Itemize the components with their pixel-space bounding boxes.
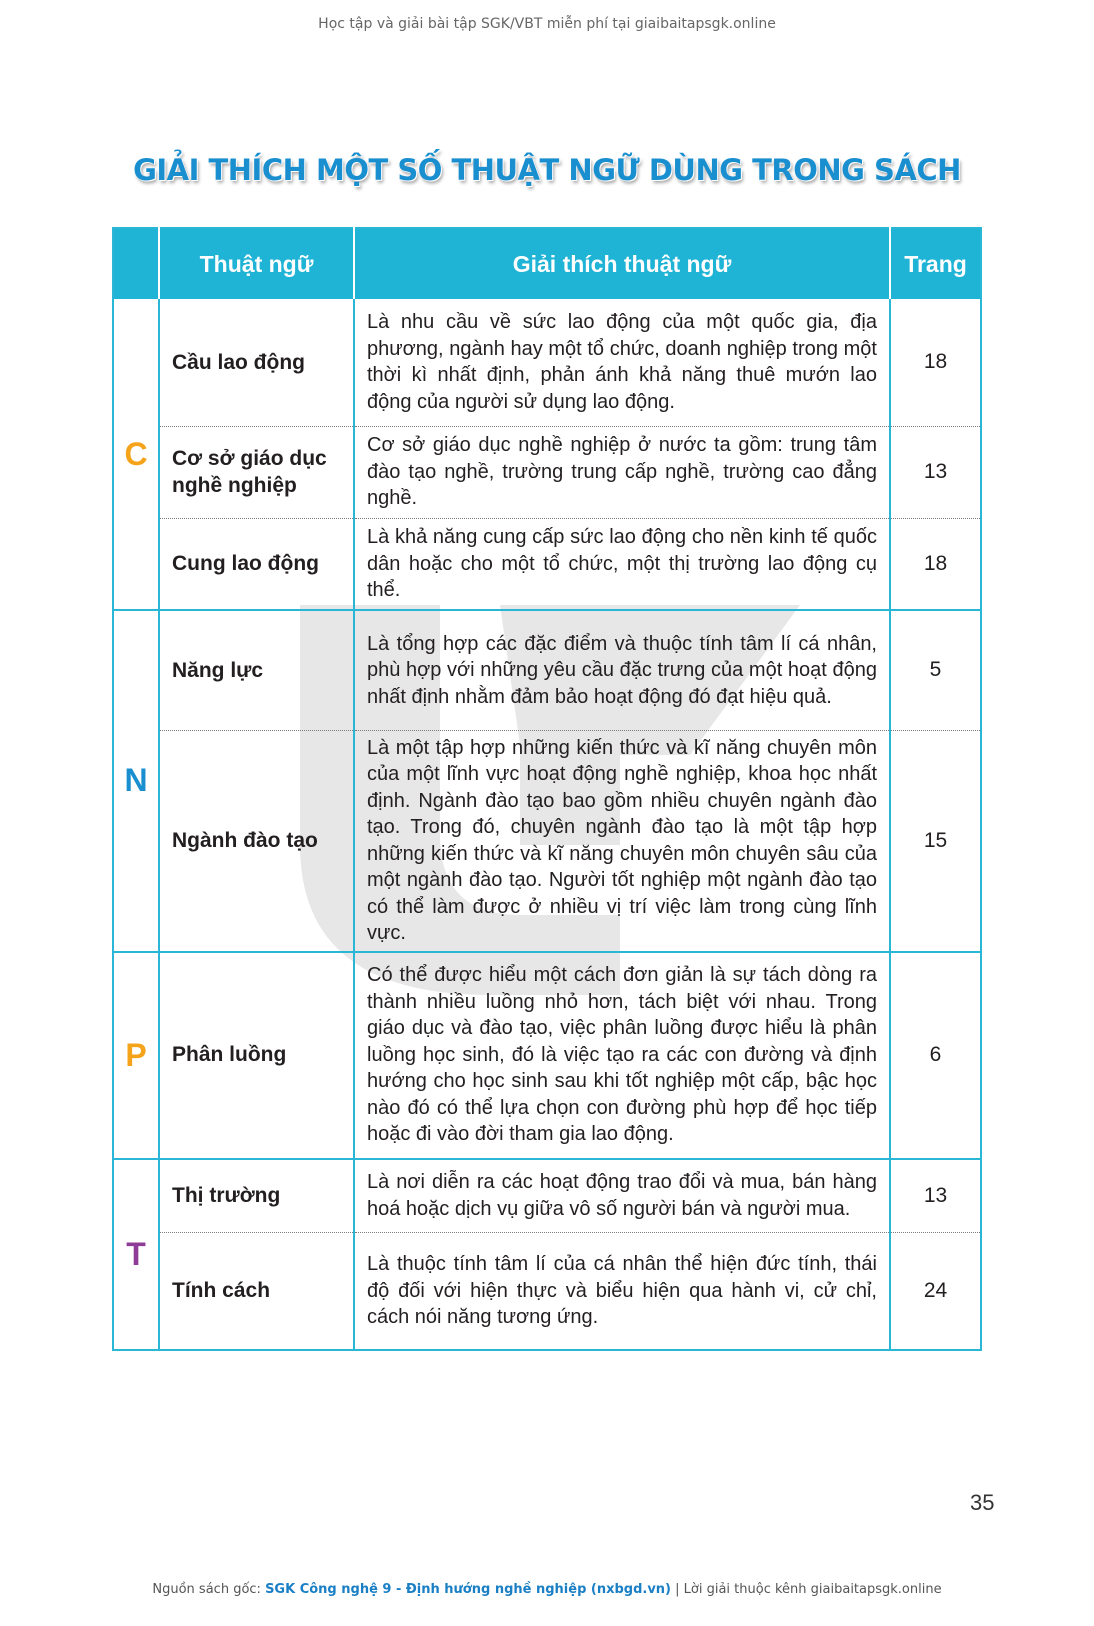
explanation-cell: Là khả năng cung cấp sức lao động cho nền kinh tế quốc dân hoặc cho một tổ chức, một thị trường lao động cụ thể. bbox=[354, 518, 890, 610]
term-cell: Năng lực bbox=[159, 610, 354, 730]
page-cell: 13 bbox=[890, 1159, 981, 1233]
table-row bbox=[113, 1233, 981, 1350]
table-row bbox=[113, 952, 981, 1159]
glossary-table bbox=[112, 227, 982, 1351]
explanation-cell: Là nơi diễn ra các hoạt động trao đổi và mua, bán hàng hoá hoặc dịch vụ giữa vô số người bán và người mua. bbox=[354, 1159, 890, 1233]
section-letter: C bbox=[113, 299, 159, 610]
section-letter: N bbox=[113, 610, 159, 952]
explanation-cell: Cơ sở giáo dục nghề nghiệp ở nước ta gồm: trung tâm đào tạo nghề, trường trung cấp nghề, trường cao đẳng nghề. bbox=[354, 426, 890, 518]
explanation-cell: Là tổng hợp các đặc điểm và thuộc tính tâm lí cá nhân, phù hợp với những yêu cầu đặc trưng của một hoạt động nhất định nhằm đảm bảo hoạt động đó đạt hiệu quả. bbox=[354, 610, 890, 730]
table-row bbox=[113, 518, 981, 610]
header-term: Thuật ngữ bbox=[159, 228, 354, 299]
term-cell: Cung lao động bbox=[159, 518, 354, 610]
term-cell: Cầu lao động bbox=[159, 299, 354, 426]
term-cell: Phân luồng bbox=[159, 952, 354, 1159]
term-cell: Tính cách bbox=[159, 1233, 354, 1350]
explanation-cell: Có thể được hiểu một cách đơn giản là sự tách dòng ra thành nhiều luồng nhỏ hơn, tách biệt với nhau. Trong giáo dục và đào tạo, việc phân luồng được hiểu là phân luồng học sinh, đó là việc tạo ra các con đường và định hướng cho học sinh sau khi tốt nghiệp một cấp, bậc học nào đó có thể lựa chọn con đường phù hợp để học tiếp hoặc đi vào đời tham gia lao động. bbox=[354, 952, 890, 1159]
page-cell: 6 bbox=[890, 952, 981, 1159]
footer-source: SGK Công nghệ 9 - Định hướng nghề nghiệp (nxbgd.vn) bbox=[265, 1582, 672, 1597]
term-cell: Ngành đào tạo bbox=[159, 730, 354, 952]
table-header-row bbox=[113, 228, 981, 299]
page-cell: 18 bbox=[890, 299, 981, 426]
footer-note bbox=[0, 1582, 1094, 1597]
page-cell: 5 bbox=[890, 610, 981, 730]
explanation-cell: Là thuộc tính tâm lí của cá nhân thể hiện đức tính, thái độ đối với hiện thực và biểu hiện qua hành vi, cử chỉ, cách nói năng tương ứng. bbox=[354, 1233, 890, 1350]
page-title: GIẢI THÍCH MỘT SỐ THUẬT NGỮ DÙNG TRONG SÁCH bbox=[133, 153, 961, 187]
explanation-cell: Là nhu cầu về sức lao động của một quốc gia, địa phương, ngành hay một tổ chức, doanh nghiệp trong một thời kì nhất định, phản ánh khả năng thuê mướn lao động của người sử dụng lao động. bbox=[354, 299, 890, 426]
term-cell: Thị trường bbox=[159, 1159, 354, 1233]
page-cell: 18 bbox=[890, 518, 981, 610]
page-number: 35 bbox=[970, 1490, 995, 1515]
term-cell: Cơ sở giáo dục nghề nghiệp bbox=[159, 426, 354, 518]
header-explanation: Giải thích thuật ngữ bbox=[354, 228, 890, 299]
table-row bbox=[113, 1159, 981, 1233]
table-row bbox=[113, 299, 981, 426]
header-note: Học tập và giải bài tập SGK/VBT miễn phí tại giaibaitapsgk.online bbox=[318, 16, 776, 32]
header-letter-cell bbox=[113, 228, 159, 299]
table-row bbox=[113, 426, 981, 518]
table-row bbox=[113, 730, 981, 952]
page-cell: 15 bbox=[890, 730, 981, 952]
footer-suffix: | Lời giải thuộc kênh giaibaitapsgk.online bbox=[671, 1582, 942, 1597]
header-page: Trang bbox=[890, 228, 981, 299]
table-row bbox=[113, 610, 981, 730]
section-letter: T bbox=[113, 1159, 159, 1350]
footer-prefix: Nguồn sách gốc: bbox=[152, 1582, 266, 1597]
page-cell: 24 bbox=[890, 1233, 981, 1350]
page-cell: 13 bbox=[890, 426, 981, 518]
explanation-cell: Là một tập hợp những kiến thức và kĩ năng chuyên môn của một lĩnh vực hoạt động nghề nghiệp, khoa học nhất định. Ngành đào tạo bao gồm nhiều chuyên ngành đào tạo. Trong đó, chuyên ngành đào tạo là một tập hợp những kiến thức và kĩ năng chuyên môn chuyên sâu của một ngành đào tạo. Người tốt nghiệp một ngành đào tạo có thể làm được ở nhiều vị trí việc làm trong cùng lĩnh vực. bbox=[354, 730, 890, 952]
section-letter: P bbox=[113, 952, 159, 1159]
